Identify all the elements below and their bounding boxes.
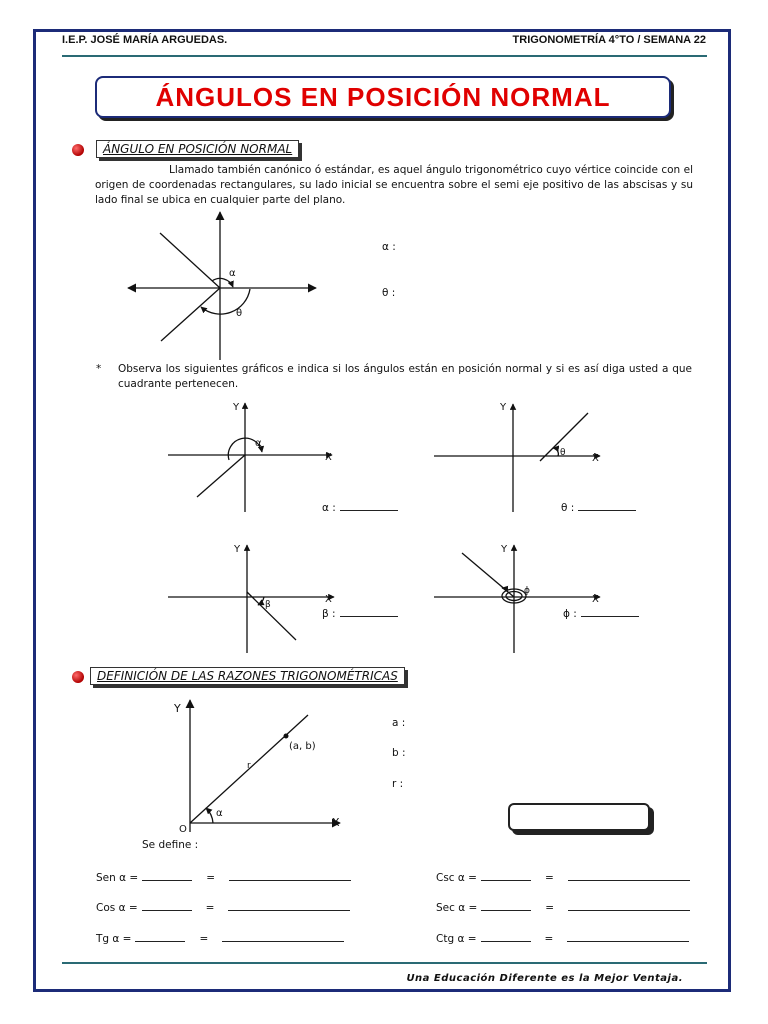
def-origin-label: O xyxy=(179,824,187,835)
ratio-sen: Sen α = = xyxy=(96,871,355,884)
e1-x-label: X xyxy=(325,452,332,463)
school-name: I.E.P. JOSÉ MARÍA ARGUEDAS. xyxy=(62,34,228,46)
e3-beta-symbol: β xyxy=(265,600,271,610)
footer-slogan: Una Educación Diferente es la Mejor Ventaja. xyxy=(406,973,683,984)
e1-terminal-side xyxy=(197,455,245,497)
diagram-exercise-alpha xyxy=(168,403,332,512)
e4-phi-arrow xyxy=(502,588,508,589)
exercise-alpha-label: α : xyxy=(322,501,402,514)
e3-x-label: X xyxy=(325,594,332,605)
diagram-exercise-beta xyxy=(168,545,334,653)
ratio-csc: Csc α = = xyxy=(436,871,694,884)
exercise-phi-label: ϕ : xyxy=(563,607,643,620)
e4-y-label: Y xyxy=(501,544,508,555)
e3-y-label: Y xyxy=(234,544,241,555)
page-title: ÁNGULOS EN POSICIÓN NORMAL xyxy=(155,81,611,112)
ratio-cos: Cos α = = xyxy=(96,901,354,914)
b-label: b : xyxy=(392,747,406,759)
def-alpha-arc xyxy=(206,808,213,823)
e3-terminal-side xyxy=(247,592,296,640)
diagram-exercise-theta xyxy=(434,404,600,512)
def-point-label: (a, b) xyxy=(289,741,316,752)
section-label-definicion: DEFINICIÓN DE LAS RAZONES TRIGONOMÉTRICAS xyxy=(90,667,405,685)
exercise-beta-label: β : xyxy=(322,607,402,620)
course-info: TRIGONOMETRÍA 4°TO / SEMANA 22 xyxy=(512,34,706,46)
diagram-exercise-phi xyxy=(434,545,600,653)
def-point xyxy=(284,734,289,739)
exercise-theta-label: θ : xyxy=(561,501,640,514)
e2-theta-symbol: θ xyxy=(560,448,566,458)
exercise-text: Observa los siguientes gráficos e indica si los ángulos están en posición normal y si es así diga usted a que cuadrante pertenecen. xyxy=(118,363,692,390)
definition-paragraph: Llamado también canónico ó estándar, es aquel ángulo trigonométrico cuyo vértice coincide con el origen de coordenadas rectangulares, su lado inicial se encuentra sobre el semi eje positivo de las abscisas y su lado final se ubica en cualquier parte del plano. xyxy=(95,164,693,206)
d1-alpha-side xyxy=(160,233,220,288)
e2-y-label: Y xyxy=(500,402,507,413)
e1-alpha-symbol: α xyxy=(255,438,262,449)
alpha-answer-label: α : xyxy=(382,241,396,253)
d1-theta-side xyxy=(161,288,220,341)
ratio-tg: Tg α = = xyxy=(96,932,348,945)
a-label: a : xyxy=(392,717,406,729)
def-r-label: r xyxy=(247,761,251,771)
e4-phi-symbol: ϕ xyxy=(524,586,530,596)
ratio-ctg: Ctg α = = xyxy=(436,932,693,945)
se-define-label: Se define : xyxy=(142,839,199,851)
ratio-sec: Sec α = = xyxy=(436,901,694,914)
section-label-angulo: ÁNGULO EN POSICIÓN NORMAL xyxy=(96,140,299,158)
diagram-definition xyxy=(190,700,340,832)
e2-x-label: X xyxy=(592,453,599,464)
e2-theta-arc xyxy=(553,448,558,456)
def-alpha-symbol: α xyxy=(216,808,223,819)
theta-answer-label: θ : xyxy=(382,287,396,299)
d1-alpha-symbol: α xyxy=(229,268,236,279)
def-y-label: Y xyxy=(174,702,181,715)
d1-theta-symbol: θ xyxy=(236,308,243,319)
r-label: r : xyxy=(392,778,404,790)
exercise-marker: * xyxy=(96,363,102,375)
diagram-normal-position xyxy=(128,212,316,360)
d1-theta-arc xyxy=(201,289,250,314)
e4-x-label: X xyxy=(592,594,599,605)
e1-y-label: Y xyxy=(233,402,240,413)
def-x-label: X xyxy=(332,816,340,829)
e3-beta-arc xyxy=(258,597,264,605)
